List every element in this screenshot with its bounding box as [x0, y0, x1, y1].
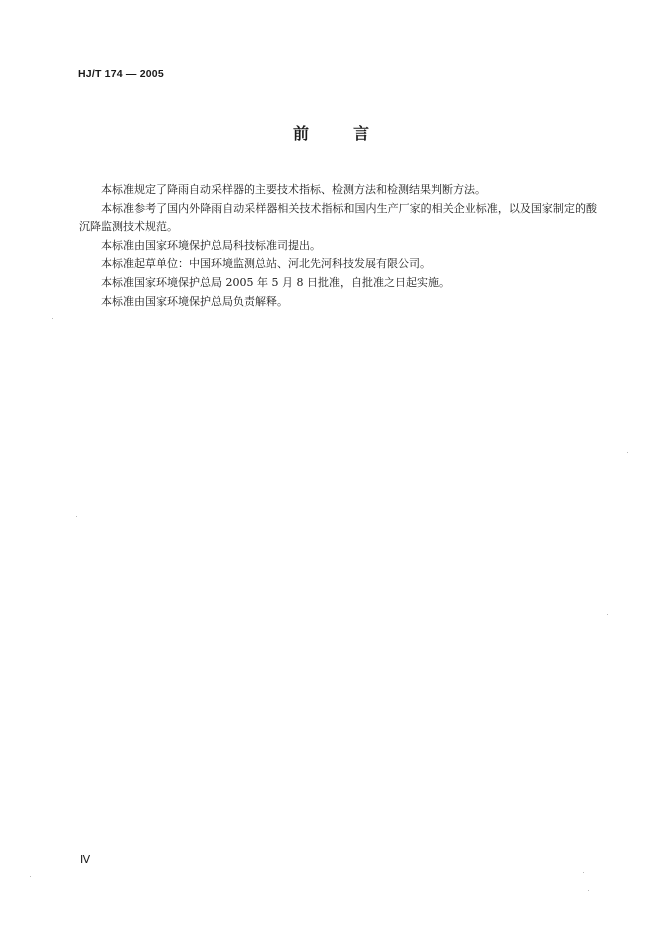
paragraph: 本标准起草单位：中国环境监测总站、河北先河科技发展有限公司。 [101, 257, 431, 271]
page-number: Ⅳ [80, 854, 91, 866]
standard-code-header: HJ/T 174 — 2005 [78, 68, 164, 80]
scan-speck [588, 890, 589, 891]
paragraph: 本标准规定了降雨自动采样器的主要技术指标、检测方法和检测结果判断方法。 [101, 183, 486, 196]
paragraph: 本标准由国家环境保护总局科技标准司提出。 [101, 238, 321, 252]
paragraph: 本标准国家环境保护总局 2005 年 5 月 8 日批准，自批准之日起实施。 [101, 275, 450, 289]
scan-speck [52, 318, 53, 319]
scan-speck [76, 516, 77, 517]
document-body [79, 181, 597, 311]
scan-speck [583, 872, 584, 873]
paragraph: 本标准参考了国内外降雨自动采样器相关技术指标和国内生产厂家的相关企业标准，以及国家制定的酸沉降监测技术规范。 [79, 201, 597, 234]
page-title: 前言 [292, 124, 413, 143]
scan-speck [30, 876, 31, 877]
scan-speck [627, 452, 628, 453]
paragraph: 本标准由国家环境保护总局负责解释。 [101, 294, 288, 308]
scan-speck [607, 614, 608, 615]
